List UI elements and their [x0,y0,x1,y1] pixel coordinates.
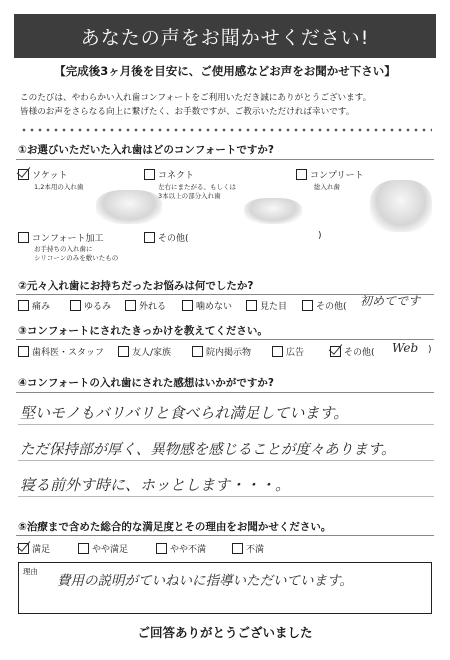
checkbox[interactable] [296,169,307,180]
q3-option-friend-family[interactable] [118,345,171,358]
q2-option-appearance[interactable] [246,299,287,312]
q5-option-somewhat-dissatisfied-label: やや不満 [170,545,207,555]
q2-option-other[interactable] [302,299,347,312]
q4-answer-line-2: ただ保持部が厚く、異物感を感じることが度々あります。 [20,442,396,458]
reason-box[interactable] [18,562,432,614]
q2-option-looseness[interactable] [70,299,111,312]
checkbox[interactable] [118,346,129,357]
q3-other-handwritten: Web [392,341,419,355]
checkbox-checked[interactable] [330,346,341,357]
checkbox[interactable] [144,169,155,180]
q2-option-looseness-label: ゆるみ [84,302,112,312]
q3-option-advertisement-label: 広告 [286,348,305,358]
q3-option-other-close-paren: ) [428,345,432,355]
checkbox[interactable] [78,543,89,554]
q3-option-dentist-staff-label: 歯科医・スタッフ [32,348,105,358]
intro-text [20,91,436,119]
q3-option-dentist-staff[interactable] [18,345,104,358]
question-1-title: ①お選びいただいた入れ歯はどのコンフォートですか? [18,144,274,156]
q1-option-comfort-processing-label: コンフォート加工 [32,234,104,244]
q1-option-socket-label: ソケット [32,171,68,181]
checkbox[interactable] [232,543,243,554]
checkbox[interactable] [125,300,136,311]
q5-option-somewhat-satisfied[interactable] [78,542,128,555]
checkbox-checked[interactable] [18,543,29,554]
question-5-title: ⑤治療まで含めた総合的な満足度とその理由をお聞かせください。 [18,521,332,533]
q5-option-somewhat-satisfied-label: やや満足 [92,545,129,555]
q2-option-falls-out[interactable] [125,299,166,312]
question-3-underline [16,339,434,340]
q2-option-cannot-chew[interactable] [182,299,232,312]
q1-option-socket-note: 1,2本用の入れ歯 [34,183,84,191]
q2-option-other-label: その他( [316,302,347,312]
reason-label: 理由 [23,567,38,576]
q4-answer-line-1: 堅いモノもバリバリと食べられ満足しています。 [20,404,349,422]
q1-option-connect-note: 左右にまたがる、もしくは 3本以上の部分入れ歯 [158,183,236,200]
q1-option-other-close [318,231,322,241]
question-3-title: ③コンフォートにされたきっかけを教えてください。 [18,325,268,337]
checkbox[interactable] [18,300,29,311]
checkbox[interactable] [144,232,155,243]
q5-option-somewhat-dissatisfied[interactable] [156,542,206,555]
intro-line-1: このたびは、やわらかい入れ歯コンフォートをご利用いただき誠にありがとうございます。 [20,93,372,103]
q3-option-clinic-poster[interactable] [192,345,251,358]
q2-option-appearance-label: 見た目 [260,302,288,312]
q1-option-comfort-processing[interactable] [18,231,104,244]
q2-option-pain[interactable] [18,299,50,312]
connect-denture-photo [244,198,302,224]
q5-option-satisfied-label: 満足 [32,545,51,555]
q1-option-connect-label: コネクト [158,171,195,181]
complete-denture-photo [370,180,432,232]
checkbox[interactable] [182,300,193,311]
question-5-underline [16,535,434,536]
checkbox[interactable] [18,232,29,243]
q3-option-friend-family-label: 友人/家族 [132,348,172,358]
checkbox-checked[interactable] [18,169,29,180]
question-4-underline [16,392,434,393]
q1-option-complete[interactable] [296,168,364,181]
q1-option-complete-label: コンプリート [310,171,364,181]
question-4-title: ④コンフォートの入れ歯にされた感想はいかがですか? [18,377,274,389]
q5-option-dissatisfied[interactable] [232,542,264,555]
q1-option-other-label: その他( [158,234,189,244]
q3-option-other-close [428,345,432,355]
q1-option-comfort-processing-note: お手持ちの入れ歯に シリコーンのみを敷いたもの [34,245,119,262]
q5-option-satisfied[interactable] [18,542,50,555]
q5-option-dissatisfied-label: 不満 [246,545,265,555]
q2-option-falls-out-label: 外れる [139,302,167,312]
q4-answer-line-3: 寝る前外す時に、ホッとします・・・。 [20,476,291,494]
checkbox[interactable] [246,300,257,311]
checkbox[interactable] [192,346,203,357]
reason-handwritten: 費用の説明がていねいに指導いただいています。 [57,573,353,589]
checkbox[interactable] [156,543,167,554]
checkbox[interactable] [18,346,29,357]
q1-option-other[interactable] [144,231,189,244]
page-banner [14,14,436,58]
closing-message: ご回答ありがとうございました [137,625,313,640]
q3-option-other[interactable] [330,345,375,358]
q2-other-handwritten: 初めてです [360,294,421,308]
question-2-title: ②元々入れ歯にお持ちだったお悩みは何でしたか? [18,280,254,292]
dotted-divider [20,128,432,132]
q3-option-advertisement[interactable] [272,345,304,358]
q1-option-connect[interactable] [144,168,194,181]
q3-option-clinic-poster-label: 院内掲示物 [206,348,252,358]
answer-rule-line [18,424,434,425]
subheading: 【完成後3ヶ月後を目安に、ご使用感などお声をお聞かせ下さい】 [54,64,396,78]
answer-rule-line [18,460,434,461]
checkbox[interactable] [302,300,313,311]
q2-option-cannot-chew-label: 噛めない [196,302,233,312]
banner-title: あなたの声をお聞かせください! [80,26,370,49]
answer-rule-line [18,496,434,497]
question-1-underline [16,159,434,160]
checkbox[interactable] [70,300,81,311]
q1-option-complete-note: 総入れ歯 [314,183,340,191]
checkbox[interactable] [272,346,283,357]
q1-option-socket[interactable] [18,168,67,181]
q2-option-pain-label: 痛み [32,302,51,312]
q1-option-other-close-paren: ) [318,231,322,241]
intro-line-2: 皆様のお声をさらなる向上に繋げたく、お手数ですが、ご教示いただければ幸いです。 [20,107,355,117]
socket-denture-photo [96,190,162,224]
q3-option-other-label: その他( [344,348,375,358]
